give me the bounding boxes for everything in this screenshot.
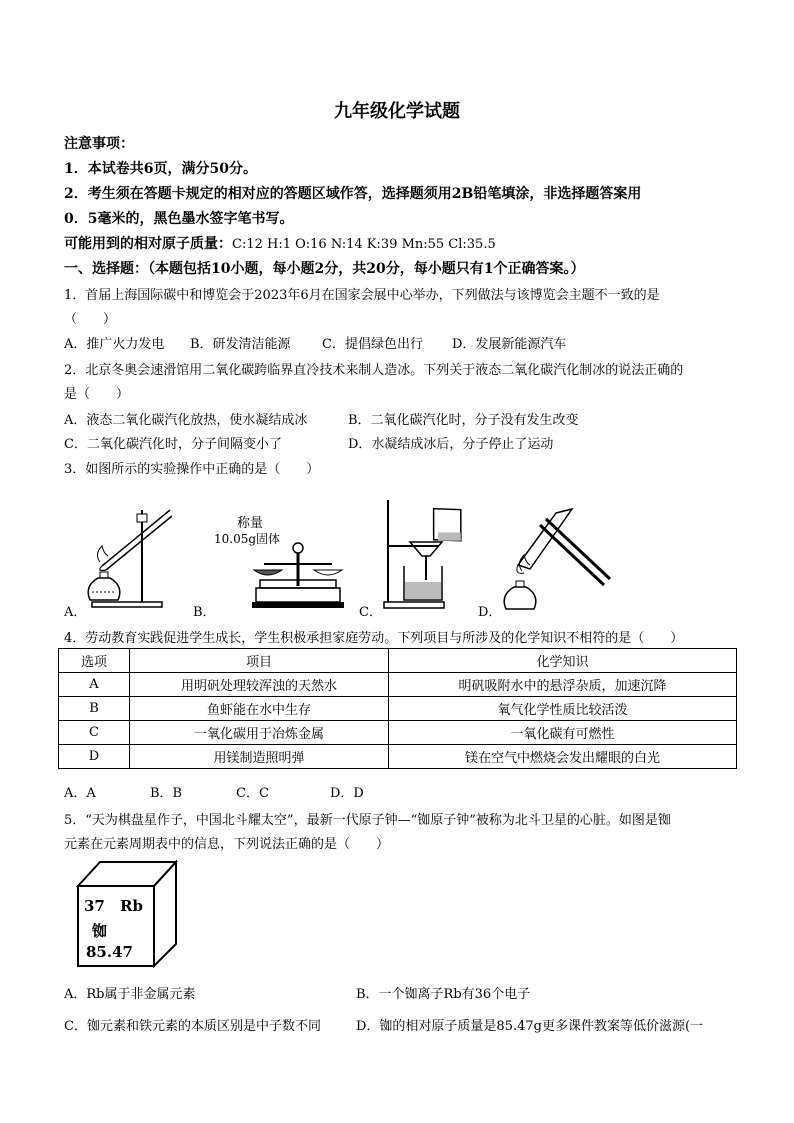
q5-stem: 5．“天为棋盘星作子，中国北斗耀太空”，最新一代原子钟—“铷原子钟”被称为北斗卫星的心脏。如图是铷 <box>64 813 671 828</box>
table-cell: 镁在空气中燃烧会发出耀眼的白光 <box>389 745 737 769</box>
table-cell: 氧气化学性质比较活泼 <box>389 697 737 721</box>
q3-label-a: A． <box>64 605 87 620</box>
q4-option-b: B．B <box>150 786 183 801</box>
notice-item-2b: 0．5毫米的，黑色墨水签字笔书写。 <box>64 211 294 227</box>
q2-stem: 2．北京冬奥会速滑馆用二氧化碳跨临界直冷技术来制人造冰。下列关于液态二氧化碳汽化制冰的说法正确的 <box>64 363 684 378</box>
q5-option-a: A．Rb属于非金属元素 <box>64 987 196 1002</box>
header-project: 项目 <box>130 649 389 673</box>
element-symbol: Rb <box>120 897 143 915</box>
q1-stem-cont: （ ） <box>64 312 117 327</box>
table-row <box>59 673 737 697</box>
atomic-masses <box>64 233 496 253</box>
table-cell: 一氧化碳用于冶炼金属 <box>130 721 389 745</box>
lab-figure-a <box>82 496 182 612</box>
weigh-mass-label: 10.05g固体 <box>214 532 281 546</box>
q2-option-b: B．二氧化碳汽化时，分子没有发生改变 <box>348 413 579 428</box>
table-cell: 明矾吸附水中的悬浮杂质，加速沉降 <box>389 673 737 697</box>
lab-figure-b <box>246 540 346 614</box>
q3-stem: 3．如图所示的实验操作中正确的是（ ） <box>64 462 320 477</box>
q2-stem-cont: 是（ ） <box>64 387 130 402</box>
atomic-values: C:12 H:1 O:16 N:14 K:39 Mn:55 Cl:35.5 <box>232 237 496 252</box>
table-cell: 用镁制造照明弹 <box>130 745 389 769</box>
weigh-label: 称量 <box>237 516 264 531</box>
notice-item-1: 1．本试卷共6页，满分50分。 <box>64 161 257 177</box>
q2-option-d: D．水凝结成冰后，分子停止了运动 <box>348 437 554 452</box>
q5-option-c: C．铷元素和铁元素的本质区别是中子数不同 <box>64 1019 321 1034</box>
q5-stem-cont: 元素在元素周期表中的信息，下列说法正确的是（ ） <box>64 837 390 852</box>
table-cell: C <box>59 721 130 745</box>
q3-label-c: C． <box>359 605 382 620</box>
element-mass: 85.47 <box>86 943 133 961</box>
table-cell: 用明矾处理较浑浊的天然水 <box>130 673 389 697</box>
element-number: 37 <box>84 897 105 915</box>
lab-figure-c <box>380 496 480 612</box>
q1-option-b: B．研发清洁能源 <box>190 337 291 352</box>
section-heading: 一、选择题：（本题包括10小题，每小题2分，共20分，每小题只有1个正确答案。） <box>64 261 585 277</box>
q4-option-a: A．A <box>64 786 96 801</box>
table-cell: D <box>59 745 130 769</box>
table-cell: A <box>59 673 130 697</box>
q5-option-b: B．一个铷离子Rb有36个电子 <box>356 987 531 1002</box>
lab-figure-d <box>496 505 612 615</box>
q1-stem: 1．首届上海国际碳中和博览会于2023年6月在国家会展中心举办，下列做法与该博览会主题不一致的是 <box>64 288 660 303</box>
q5-option-d: D．铷的相对原子质量是85.47g更多课件教案等低价滋源(一 <box>356 1019 704 1034</box>
table-row <box>59 697 737 721</box>
table-row <box>59 745 737 769</box>
table-row <box>59 721 737 745</box>
q3-label-d: D． <box>478 605 502 620</box>
table-cell: 一氧化碳有可燃性 <box>389 721 737 745</box>
header-knowledge: 化学知识 <box>389 649 737 673</box>
q1-option-c: C．提倡绿色出行 <box>322 337 423 352</box>
q4-table <box>58 648 737 769</box>
q4-option-c: C．C <box>236 786 269 801</box>
header-option: 选项 <box>59 649 130 673</box>
q1-option-a: A．推广火力发电 <box>64 337 165 352</box>
atomic-label: 可能用到的相对原子质量： <box>64 236 232 252</box>
q4-option-d: D．D <box>330 786 364 801</box>
q2-option-a: A．液态二氧化碳汽化放热，使水凝结成冰 <box>64 413 308 428</box>
notice-heading: 注意事项： <box>64 136 134 152</box>
q3-label-b: B． <box>193 605 216 620</box>
notice-item-2a: 2．考生须在答题卡规定的相对应的答题区域作答，选择题须用2B铅笔填涂，非选择题答案用 <box>64 186 642 202</box>
table-header-row <box>59 649 737 673</box>
q4-stem: 4．劳动教育实践促进学生成长，学生积极承担家庭劳动。下列项目与所涉及的化学知识不相符的是（ ） <box>64 631 684 646</box>
q2-option-c: C．二氧化碳汽化时，分子间隔变小了 <box>64 437 282 452</box>
table-cell: B <box>59 697 130 721</box>
element-name: 铷 <box>92 922 108 940</box>
q1-option-d: D．发展新能源汽车 <box>452 337 567 352</box>
page-title: 九年级化学试题 <box>334 101 460 122</box>
table-cell: 鱼虾能在水中生存 <box>130 697 389 721</box>
